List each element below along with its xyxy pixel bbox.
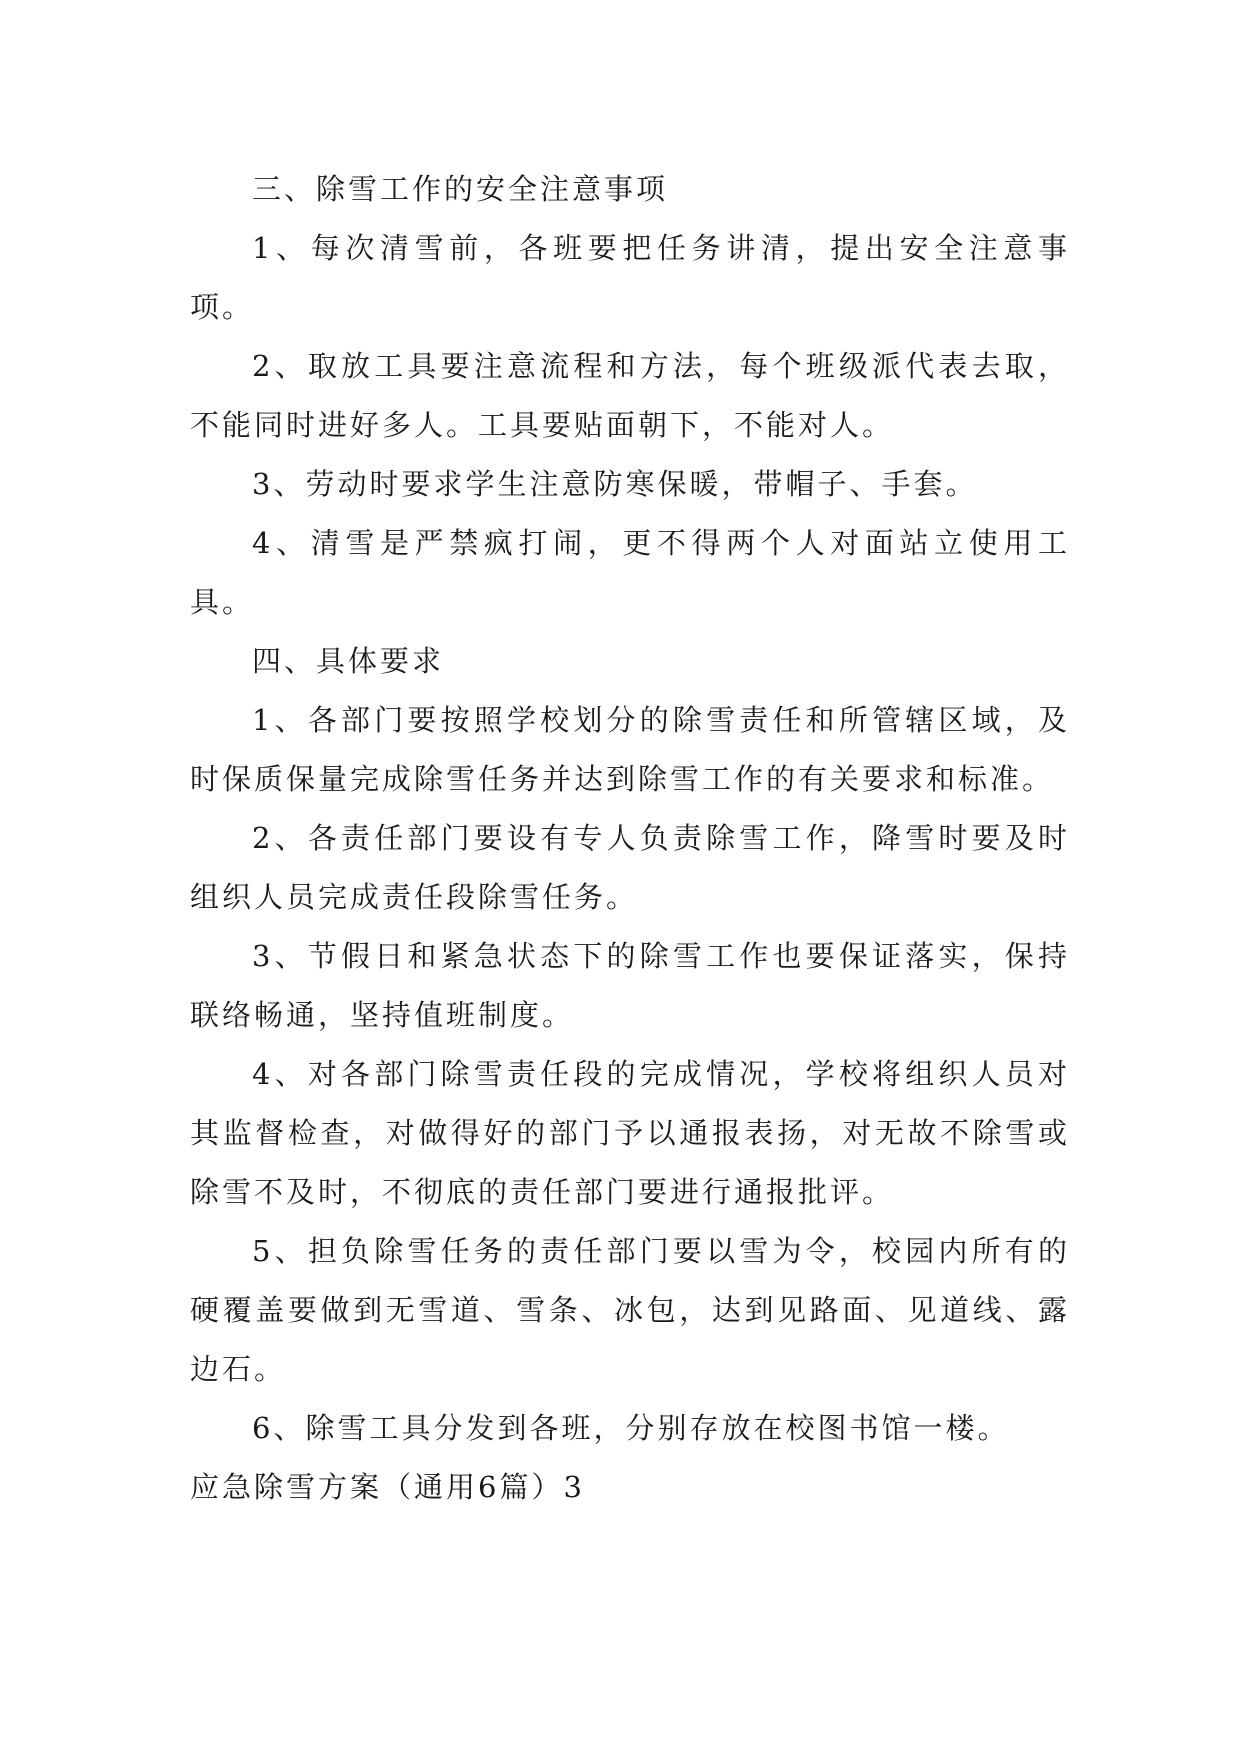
section-heading-safety: 三、除雪工作的安全注意事项 <box>252 172 669 206</box>
paragraph: 1、各部门要按照学校划分的除雪责任和所管辖区域，及时保质保量完成除雪任务并达到除雪工作的有关要求和标准。 <box>190 703 1070 796</box>
paragraph: 3、节假日和紧急状态下的除雪工作也要保证落实，保持联络畅通，坚持值班制度。 <box>190 939 1070 1032</box>
document-title-line: 应急除雪方案（通用6篇）3 <box>190 1470 585 1504</box>
paragraph: 5、担负除雪任务的责任部门要以雪为令，校园内所有的硬覆盖要做到无雪道、雪条、冰包，达到见路面、见道线、露边石。 <box>190 1234 1070 1386</box>
document-body <box>190 160 1070 1517</box>
paragraph: 4、对各部门除雪责任段的完成情况，学校将组织人员对其监督检查，对做得好的部门予以通报表扬，对无故不除雪或除雪不及时，不彻底的责任部门要进行通报批评。 <box>190 1057 1070 1209</box>
paragraph: 6、除雪工具分发到各班，分别存放在校图书馆一楼。 <box>252 1411 1010 1445</box>
section-heading-requirements: 四、具体要求 <box>252 644 445 678</box>
paragraph: 3、劳动时要求学生注意防寒保暖，带帽子、手套。 <box>252 467 978 501</box>
paragraph: 2、取放工具要注意流程和方法，每个班级派代表去取，不能同时进好多人。工具要贴面朝下，不能对人。 <box>190 349 1070 442</box>
paragraph: 1、每次清雪前，各班要把任务讲清，提出安全注意事项。 <box>190 231 1070 324</box>
paragraph: 2、各责任部门要设有专人负责除雪工作，降雪时要及时组织人员完成责任段除雪任务。 <box>190 821 1070 914</box>
paragraph: 4、清雪是严禁疯打闹，更不得两个人对面站立使用工具。 <box>190 526 1070 619</box>
